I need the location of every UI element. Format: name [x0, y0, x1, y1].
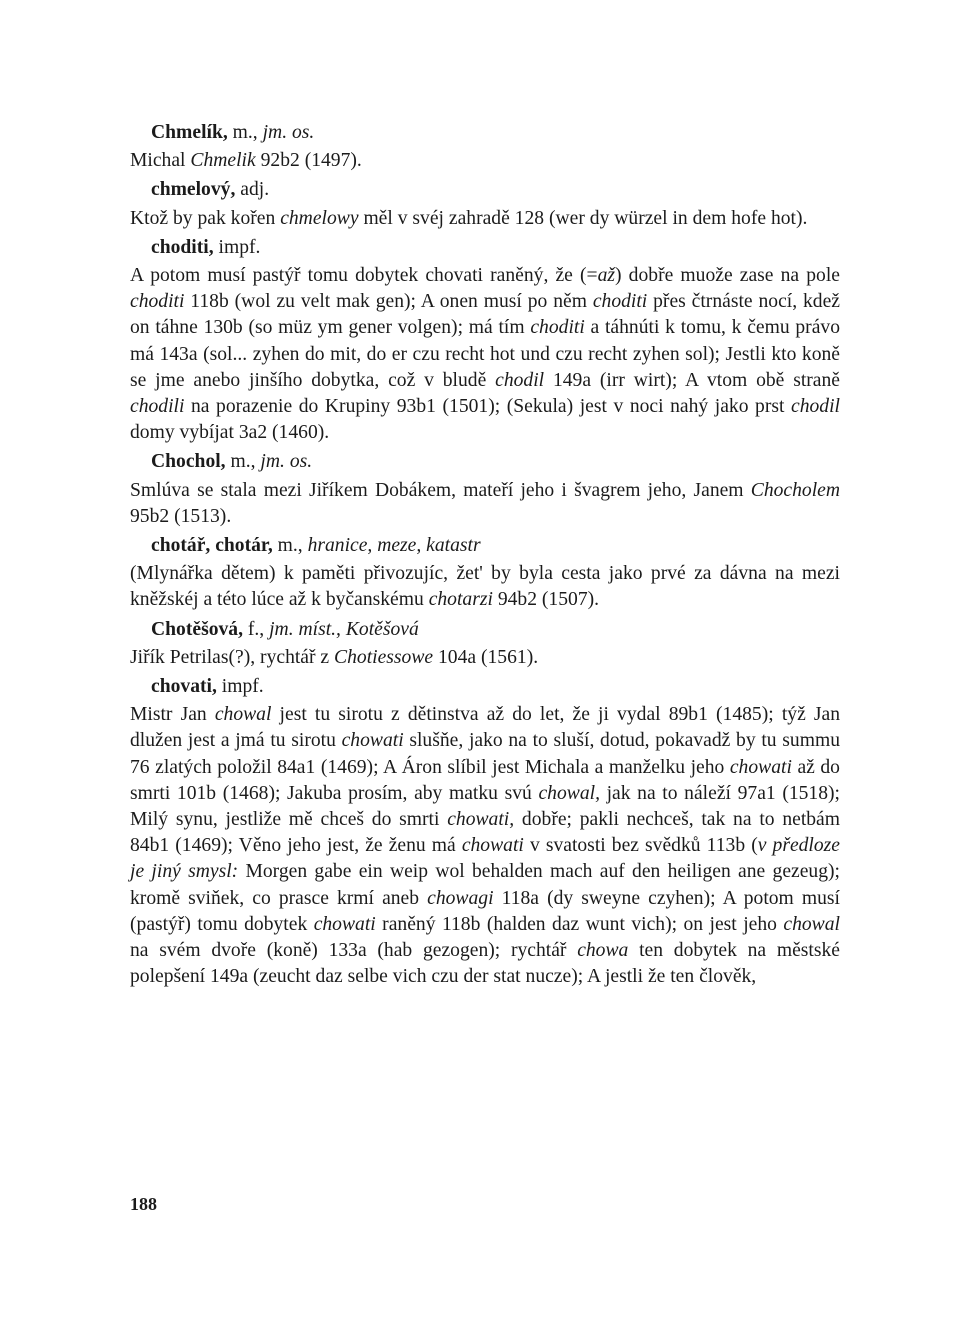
headword: Chotěšová,	[151, 618, 243, 640]
grammar: m.,	[225, 451, 261, 473]
body-text: Smlúva se stala mezi Jiříkem Dobákem, mateří jeho i švagrem jeho, Janem	[130, 479, 751, 501]
body-text: až do smrti 101b (1468); Jakuba prosím, aby matku svú	[130, 756, 840, 804]
gloss: jm. míst., Kotěšová	[269, 618, 419, 640]
body-text: 149a (irr wirt); A vtom obě straně	[544, 369, 840, 391]
grammar: impf.	[213, 236, 261, 258]
citation-form: Chocholem	[750, 479, 840, 501]
body-text: 92b2 (1497).	[255, 150, 362, 172]
citation-form: chowagi	[427, 887, 494, 909]
body-text: raněný 118b (halden daz wunt vich); on jest jeho	[375, 913, 784, 935]
body-text: Michal	[130, 150, 191, 172]
body-text: jest tu sirotu z dětinstva až do let, že ji vydal 89b1 (1485); týž Jan dlužen jest a jmá tu sirotu	[130, 704, 841, 752]
citation-form: chowati	[341, 730, 404, 752]
citation-form: chowal	[214, 704, 272, 726]
citation-form: chowal,	[538, 782, 600, 804]
headword: Chochol,	[151, 451, 226, 473]
body-text: ten dobytek na městské polepšení 149a (zeucht daz selbe vich czu der stat nucze); A jestli že ten člověk,	[130, 940, 840, 988]
body-text: a táhnúti k tomu, k čemu právo má 143a (sol... zyhen do mit, do er czu recht hot und czu recht zyhen sol); Jestli kto koně se jme anebo jinšího dobytka, což v bludě	[130, 317, 840, 391]
body-text: 118a (dy sweyne czyhen); A potom musí (pastýř) tomu dobytek	[130, 887, 840, 935]
citation-form: chodil	[791, 396, 840, 418]
body-text: přes čtrnáste nocí, kdež on táhne 130b (so müz ym gener volgen); má tím	[130, 291, 840, 339]
body-text: slušňe, jako na to sluší, dotud, pokavadž by tu summu 76 zlatých položil 84a1 (1469); A Áron slíbil jest Michala a manželku jeho	[130, 730, 841, 778]
citation-form: chowal	[783, 913, 840, 935]
gloss: jm. os.	[262, 122, 315, 143]
body-text: (Mlynářka dětem) k paměti přivozujíc, žet' by byla cesta jako prvé za dávna na mezi kněžskéj a této lúce až k byčanskému	[130, 563, 840, 611]
body-text: v svatosti bez svědků 113b (	[523, 835, 758, 857]
citation-form: až	[597, 265, 616, 287]
citation-form: chowati	[313, 913, 376, 935]
grammar: m.,	[227, 122, 263, 143]
body-text: A potom musí pastýř tomu dobytek chovati raněný, že (=	[130, 265, 598, 287]
body-text: ) dobře muože zase na pole	[615, 265, 840, 287]
entry-body	[130, 148, 840, 174]
entry-body	[130, 206, 840, 232]
entry-headword-line	[130, 533, 840, 559]
citation-form: v předloze je jiný smysl:	[130, 835, 840, 883]
body-text: dobře; pakli nechceš, tak na to netbám 84b1 (1469); Věno jeho jest, že ženu má	[130, 809, 840, 857]
body-text: Morgen gabe ein weip wol behalden mach auf den heiligen ane gezeug); kromě sviňek, co prasce krmí aneb	[130, 861, 840, 909]
grammar: adj.	[235, 179, 270, 201]
body-text: domy vybíjat 3a2 (1460).	[130, 422, 330, 444]
body-text: 94b2 (1507).	[492, 589, 600, 611]
headword: chmelový,	[151, 179, 236, 201]
citation-form: choditi	[592, 291, 648, 313]
citation-form: chowati,	[447, 809, 515, 831]
headword: Chmelík,	[151, 122, 228, 143]
entry-headword-line	[130, 120, 840, 146]
citation-form: choditi	[130, 291, 185, 313]
body-text: Mistr Jan	[130, 704, 215, 726]
gloss: hranice, meze, katastr	[307, 535, 481, 557]
entry-body	[130, 478, 840, 530]
body-text: měl v svéj zahradě 128 (wer dy würzel in dem hofe hot).	[358, 207, 808, 229]
citation-form: chmelowy	[280, 207, 359, 229]
grammar: f.,	[242, 618, 270, 640]
body-text: 95b2 (1513).	[130, 505, 232, 527]
body-text: 104a (1561).	[433, 646, 539, 668]
citation-form: chowati	[461, 835, 524, 857]
headword: chovati,	[151, 676, 217, 698]
entry-body	[130, 702, 840, 990]
body-text: 118b (wol zu velt mak gen); A onen musí po něm	[184, 291, 593, 313]
page-number: 188	[130, 1194, 157, 1214]
entry-body	[130, 645, 840, 671]
entry-headword-line	[130, 674, 840, 700]
entry-headword-line	[130, 449, 840, 475]
citation-form: chotarzi	[428, 589, 493, 611]
citation-form: chodil	[495, 369, 545, 391]
citation-form: chowa	[577, 940, 629, 962]
citation-form: Chotiessowe	[334, 646, 434, 668]
entry-headword-line	[130, 235, 840, 261]
dictionary-page	[130, 120, 840, 994]
citation-form: choditi	[530, 317, 585, 339]
citation-form: Chmelik	[190, 150, 256, 172]
body-text: jak na to náleží 97a1 (1518); Milý synu, jestliže mě chceš do smrti	[130, 782, 840, 831]
citation-form: chowati	[729, 756, 792, 778]
grammar: m.,	[272, 535, 308, 557]
headword: choditi,	[151, 236, 214, 258]
body-text: Jiřík Petrilas(?), rychtář z	[130, 646, 335, 668]
entry-headword-line	[130, 177, 840, 203]
body-text: Ktož by pak kořen	[130, 207, 281, 229]
body-text: na svém dvoře (koně) 133a (hab gezogen); rychtář	[130, 940, 578, 962]
citation-form: chodili	[130, 396, 185, 418]
gloss: jm. os.	[260, 451, 313, 473]
entry-body	[130, 561, 840, 613]
headword: chotář, chotár,	[151, 535, 273, 557]
body-text: na porazenie do Krupiny 93b1 (1501); (Sekula) jest v noci nahý jako prst	[184, 396, 792, 418]
entry-body	[130, 263, 840, 446]
entry-headword-line	[130, 617, 840, 643]
grammar: impf.	[216, 676, 264, 698]
